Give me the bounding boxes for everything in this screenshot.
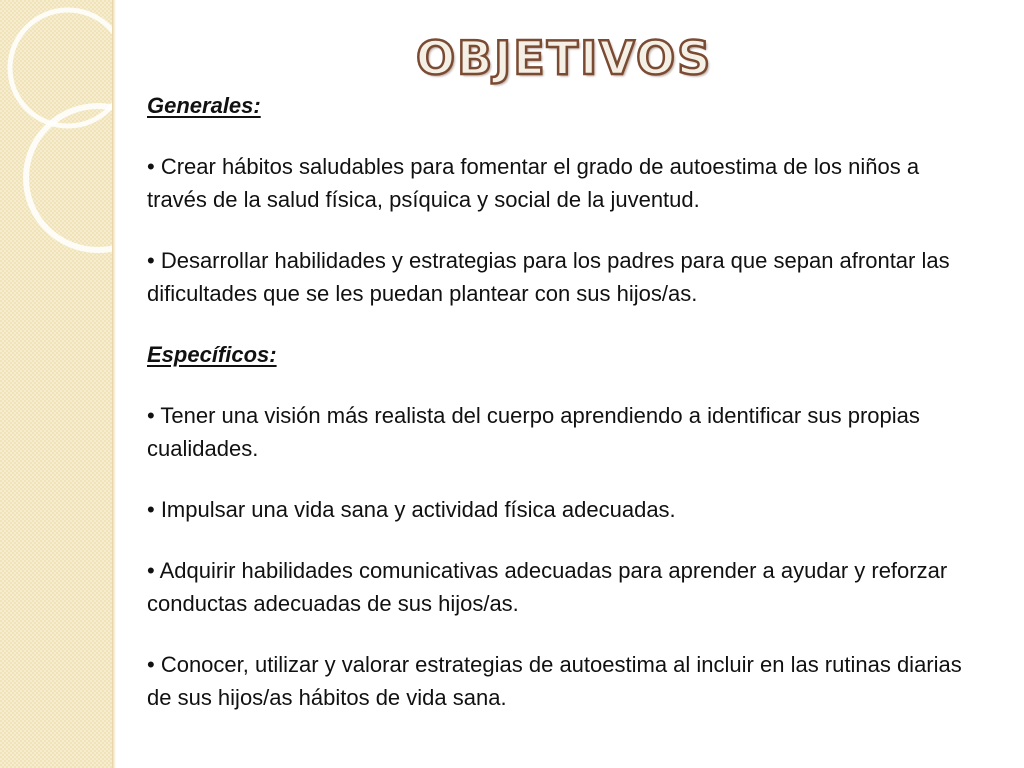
side-panel-divider — [112, 0, 116, 768]
bullet-item: • Adquirir habilidades comunicativas adecuadas para aprender a ayudar y reforzar conductas adecuadas de sus hijos/as. — [147, 558, 948, 616]
section-heading-generales: Generales: — [147, 93, 261, 118]
bullet-item: • Conocer, utilizar y valorar estrategias de autoestima al incluir en las rutinas diarias de sus hijos/as hábitos de vida sana. — [147, 652, 962, 710]
bullet-item: • Tener una visión más realista del cuerpo aprendiendo a identificar sus propias cualidades. — [147, 403, 920, 461]
bullet-item: • Desarrollar habilidades y estrategias para los padres para que sepan afrontar las dificultades que se les puedan plantear con sus hijos/as. — [147, 248, 950, 306]
bullet-item: • Impulsar una vida sana y actividad física adecuadas. — [147, 497, 676, 522]
section-heading-especificos: Específicos: — [147, 342, 277, 367]
bullet-item: • Crear hábitos saludables para fomentar el grado de autoestima de los niños a través de la salud física, psíquica y social de la juventud. — [147, 154, 920, 212]
decorative-side-panel — [0, 0, 112, 768]
slide-content — [147, 89, 977, 742]
decorative-rings — [0, 0, 112, 768]
slide-title: OBJETIVOS — [416, 31, 713, 85]
